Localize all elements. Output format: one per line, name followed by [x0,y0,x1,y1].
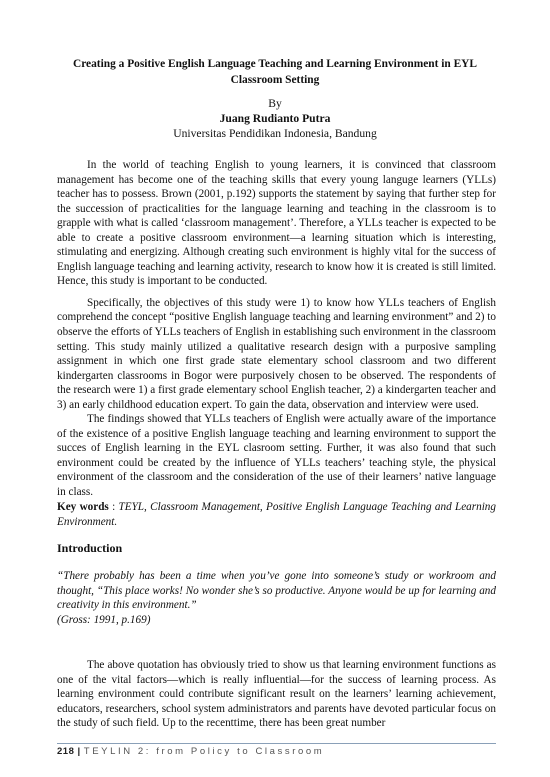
quote-citation: (Gross: 1991, p.169) [57,613,151,626]
author-affiliation: Universitas Pendidikan Indonesia, Bandung [173,127,377,140]
keywords-separator: : [108,501,119,513]
paper-title: Creating a Positive English Language Teaching and Learning Environment in EYL Classroom Setting [72,58,478,86]
author-name: Juang Rudianto Putra [219,112,331,125]
page-number: 218 [57,746,75,757]
abstract-paragraph-2: Specifically, the objectives of this study were 1) to know how YLLs teachers of English comprehend the concept “positive English language teaching and learning environment” and 2) to observe the efforts of YLLs teachers of English in establishing such environment in the classroom setting. This study mainly utilized a qualitative research design with a purposive sampling assignment in which one first grade state elementary school classroom and two different kindergarten classrooms in Bogor were purposively chosen to be observed. The respondents of the research were 1) a first grade elementary school English teacher, 2) a kindergarten teacher and 3) an early childhood education expert. To gain the data, observation and interview were used. [57,296,496,411]
epigraph-quote [57,569,496,627]
quote-text: “There probably has been a time when you’ve gone into someone’s study or workroom and thought, “This place works! No wonder she’s so productive. Anyone would be up for learning and creativity in this environment.” [57,570,496,612]
keywords-label: Key words [57,501,109,513]
abstract [57,158,496,500]
abstract-paragraph-1: In the world of teaching English to young learners, it is convinced that classroom management has become one of the teaching skills that every young languge learners (YLLs) teacher has to possess. Brown (2001, p.192) supports the statement by saying that further step for the succession of practicalities for the language learning and teaching in the classroom is to grapple with what is called ‘classroom management’. Therefore, a YLLs teacher is expected to be able to create a positive classroom environment—a learning situation which is interesting, stimulating and energizing. Although creating such environment is highly vital for the success of English language teaching and learning activity, research to know how it is created is still limited. Hence, this study is important to be conducted. [57,159,496,288]
page-footer [57,746,324,757]
running-title: TEYLIN 2: from Policy to Classroom [83,746,325,757]
introduction-paragraph-1: The above quotation has obviously tried to show us that learning environment functions as one of the vital factors—which is really influential—for the success of learning process. As learning environment could contribute significant result on the learners’ learning achievement, educators, researchers, school system administrators and parents have devoted particular focus on the study of such field. Up to the recenttime, there has been great number [57,659,496,730]
keywords-text: TEYL, Classroom Management, Positive English Language Teaching and Learning Environment. [57,501,496,528]
introduction-body [57,658,496,731]
footer-divider [57,743,496,744]
section-heading-introduction: Introduction [57,541,123,555]
by-line: By [268,97,282,110]
footer-separator: | [74,746,84,757]
abstract-paragraph-3: The findings showed that YLLs teachers of English were actually aware of the importance of the existence of a positive English language teaching and learning environment to support the succes of English learning in the EYL clasroom setting. Further, it was also found that such environment could be created by the influence of YLLs teachers’ teaching style, the physical environment of the classroom and the consideration of the use of their learners’ native language in class. [57,413,496,499]
keywords [57,500,496,529]
